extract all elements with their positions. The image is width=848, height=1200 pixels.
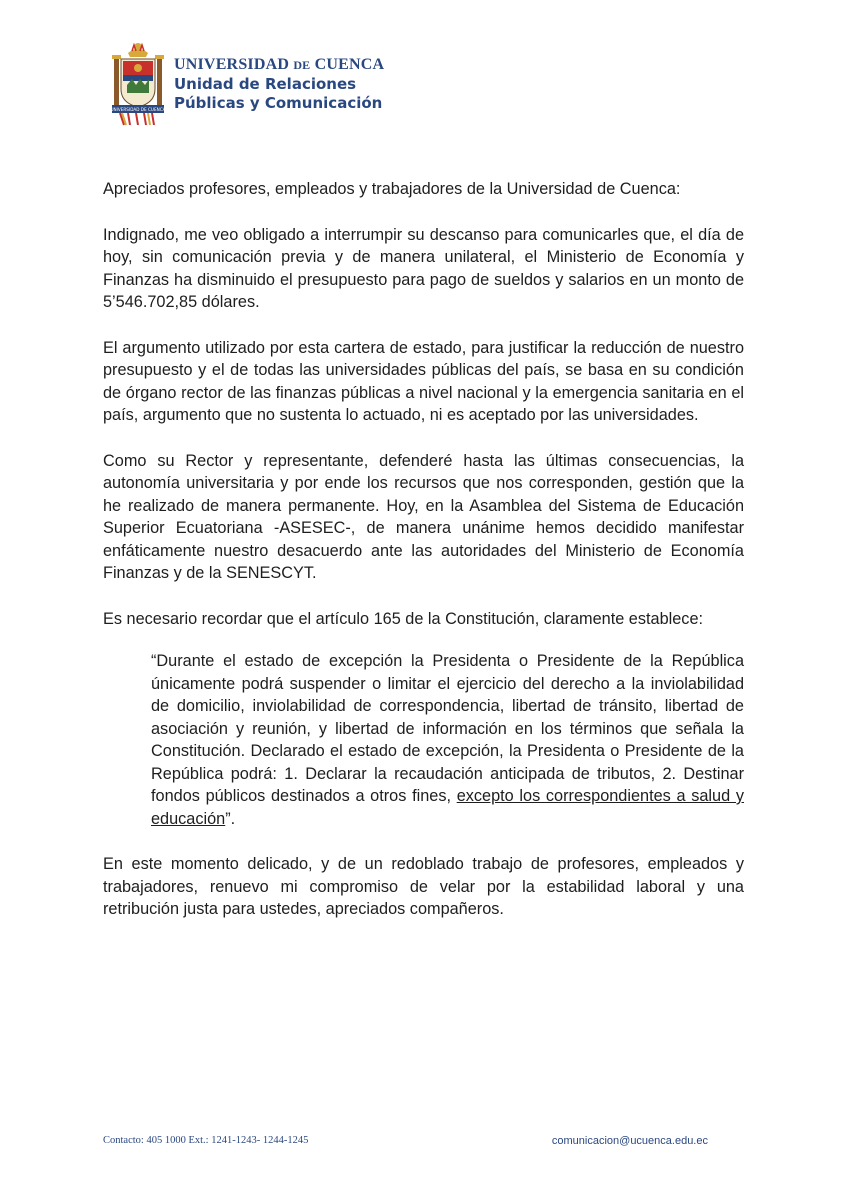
unit-name-line1: Unidad de Relaciones [174,74,357,93]
paragraph-argument: El argumento utilizado por esta cartera de estado, para justificar la reducción de nuestro presupuesto y el de todas las universidades públicas del país, se basa en su condición de órgano rector de las finanzas públicas a nivel nacional y la emergencia sanitaria en el país, argumento que no sustenta lo actuado, ni es aceptado por las universidades. [103,338,744,424]
paragraph-budget-cut: Indignado, me veo obligado a interrumpir su descanso para comunicarles que, el día de hoy, sin comunicación previa y de manera unilateral, el Ministerio de Economía y Finanzas ha disminuido el presupuesto para pago de sueldos y salarios en un monto de 5’546.702,85 dólares. [103,225,744,311]
quote-underlined-text: excepto los correspondientes a salud y educación [151,787,744,828]
organization-name [174,56,384,113]
university-crest-logo [110,41,166,127]
salutation: Apreciados profesores, empleados y trabajadores de la Universidad de Cuenca: [103,180,681,198]
paragraph-rector-stance: Como su Rector y representante, defenderé hasta las últimas consecuencias, la autonomía universitaria y por ende los recursos que nos corresponden, gestión que la he realizado de manera permanente. Hoy, en la Asamblea del Sistema de Educación Superior Ecuatoriana -ASESEC-, de manera unánime hemos decidido manifestar enfáticamente nuestro desacuerdo ante las autoridades del Ministerio de Economía Finanzas y de la SENESCYT. [103,451,744,582]
svg-text:UNIVERSIDAD DE CUENCA: UNIVERSIDAD DE CUENCA [110,107,166,112]
letterhead [110,40,384,128]
university-name-main: UNIVERSIDAD [174,55,290,73]
footer-email: comunicacion@ucuenca.edu.ec [551,1135,708,1147]
quote-closing: ”. [225,809,236,828]
footer [103,1135,744,1147]
university-name [174,56,384,74]
quote-main-text: “Durante el estado de excepción la Presidenta o Presidente de la República únicamente podrá suspender o limitar el ejercicio del derecho a la inviolabilidad de domicilio, inviolabilidad de correspondencia, libertad de tránsito, libertad de asociación y reunión, y libertad de información en los términos que señala la Constitución. Declarado el estado de excepción, la Presidenta o Presidente de la República podrá: 1. Declarar la recaudación anticipada de tributos, 2. Destinar fondos públicos destinados a otros fines, [151,652,744,805]
university-name-city: CUENCA [314,55,385,73]
unit-name-line2: Públicas y Comunicación [174,94,383,113]
letter-body [103,178,744,944]
university-name-de: DE [293,57,311,72]
paragraph-closing: En este momento delicado, y de un redoblado trabajo de profesores, empleados y trabajadores, renuevo mi compromiso de velar por la estabilidad laboral y una retribución justa para ustedes, apreciados compañeros. [103,855,744,918]
paragraph-article-intro: Es necesario recordar que el artículo 165 de la Constitución, claramente establece: [103,609,704,628]
footer-contact: Contacto: 405 1000 Ext.: 1241-1243- 1244-1245 [103,1135,309,1146]
constitution-quote [151,650,744,830]
